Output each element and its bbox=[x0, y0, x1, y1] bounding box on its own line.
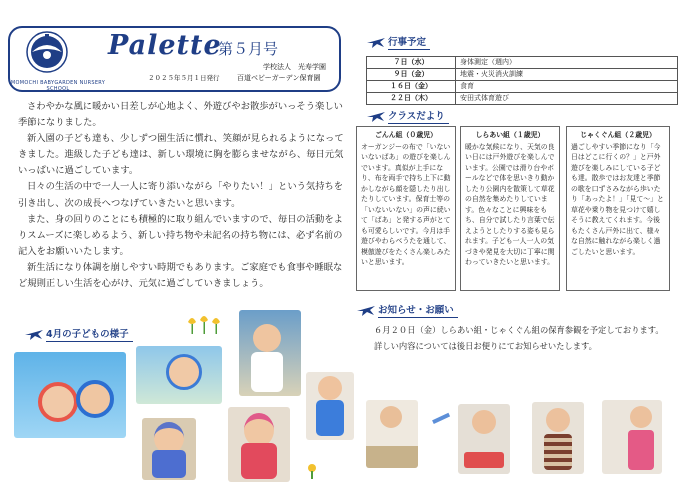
events-section-title: 行事予定 bbox=[388, 34, 430, 50]
photo-child-walking bbox=[239, 310, 301, 396]
classes-section-header bbox=[366, 108, 449, 124]
photo-child-hat bbox=[142, 418, 196, 480]
events-section-header bbox=[366, 34, 430, 50]
child-body bbox=[152, 450, 186, 478]
class-text: 暖かな気候になり、天気の良い日には戸外遊びを楽しんでいます。公園では滑り台やボールなどで体を思いきり動かしたり公園内を散策して草花の自然を集めたりしています。色々なことに興味をもち、自分で試したり言葉で伝えようとしたりする姿も見られます。子ども一人一人の気づきや発見を大切に丁寧に関わっていきたいと思います。 bbox=[465, 142, 555, 266]
child-body bbox=[544, 434, 572, 470]
child-figure bbox=[318, 376, 342, 400]
child-figure bbox=[630, 406, 652, 428]
school-logo-icon bbox=[18, 28, 76, 80]
event-name: 安田式体育遊び bbox=[456, 93, 678, 105]
photo-child-toys bbox=[458, 404, 510, 474]
classes-section-title: クラスだより bbox=[388, 108, 449, 124]
corporation-name: 学校法人 光寿学園 bbox=[263, 63, 326, 71]
intro-paragraph: 新生活になり体調を崩しやすい時期でもあります。ご家庭でも食事や睡眠など規則正しい生活を心がけ、元気に過ごしていきましょう。 bbox=[18, 261, 343, 290]
child-body bbox=[628, 430, 654, 470]
events-table bbox=[366, 56, 678, 105]
publish-date: ２０２５年５月１日発行 bbox=[148, 74, 220, 82]
intro-paragraph: さわやかな風に暖かい日差しが心地よく、外遊びやお散歩がいっそう楽しい季節になりました。 bbox=[18, 101, 343, 129]
event-name: 地震・火災消火訓練 bbox=[456, 69, 678, 81]
notice-line: 詳しい内容については後日お便りにてお知らせいたします。 bbox=[374, 340, 597, 351]
table-row bbox=[367, 69, 678, 81]
pencil-icon bbox=[430, 408, 454, 428]
intro-paragraph: また、身の回りのことにも積極的に取り組んでいますので、毎日の活動をよりスムーズに楽しめるよう、新しい持ち物や未記名の持ち物には、必ず名前の記入をお願いいたします。 bbox=[18, 213, 343, 257]
photos-section-title: 4月の子どもの様子 bbox=[46, 326, 133, 342]
toy bbox=[464, 452, 504, 468]
notice-line: ６月２０日（金）しらあい組・じゃくぐん組の保育参観を予定しております。 bbox=[374, 325, 664, 335]
photo-child-blocks bbox=[602, 400, 662, 474]
photo-child-blue-apron bbox=[306, 372, 354, 440]
notice-text bbox=[366, 323, 690, 354]
intro-paragraph: 日々の生活の中で一人一人に寄り添いながら「やりたい！」という気持ちを引き出し、次の成長へつなげていきたいと思います。 bbox=[18, 181, 344, 209]
newsletter-title: Palette bbox=[108, 30, 222, 61]
intro-text bbox=[18, 99, 346, 292]
airplane-icon bbox=[356, 303, 376, 317]
event-date: １６日（金） bbox=[367, 81, 456, 93]
issue-number: 第５月号 bbox=[218, 40, 279, 58]
child-figure bbox=[472, 410, 496, 434]
photo-child-pink-hat bbox=[228, 407, 290, 482]
child-body bbox=[251, 352, 283, 392]
event-date: ７日（水） bbox=[367, 57, 456, 69]
child-body bbox=[241, 443, 277, 479]
airplane-icon bbox=[366, 109, 386, 123]
event-name: 身体測定（週内） bbox=[456, 57, 678, 69]
child-figure bbox=[253, 324, 281, 352]
class-name: しらあい組（１歳児） bbox=[475, 131, 545, 139]
school-name: 百道ベビーガーデン保育園 bbox=[237, 74, 321, 82]
photo-child-swing bbox=[136, 346, 222, 404]
photo-child-table bbox=[366, 400, 418, 468]
child-body bbox=[316, 400, 344, 436]
class-box-2 bbox=[566, 126, 670, 291]
event-name: 食育 bbox=[456, 81, 678, 93]
child-figure bbox=[166, 354, 202, 390]
event-date: ２２日（木） bbox=[367, 93, 456, 105]
class-text: オーガンジーの布で「いないいないばあ」の遊びを楽しんでいます。真似が上手になり、布を両手で持ち上下に動かしながら顔を隠したり出したりしています。保育士等の「いないいない」の声に続いて「ばあ」と発する声がとても可愛らしいです。今月は手遊びやわらべうたを通して、模倣遊びをたくさん楽しみたいと思います。 bbox=[361, 142, 451, 266]
class-name: ごんん組（０歳児） bbox=[374, 131, 437, 139]
table-row bbox=[367, 93, 678, 105]
logo-text: MOMOCHI BABYGARDEN NURSERY SCHOOL bbox=[10, 80, 106, 92]
notice-section-header bbox=[356, 302, 458, 318]
table-row bbox=[367, 81, 678, 93]
child-figure bbox=[76, 380, 114, 418]
tulip-icon bbox=[184, 312, 224, 336]
airplane-icon bbox=[366, 35, 386, 49]
child-figure bbox=[380, 406, 402, 428]
table bbox=[366, 446, 418, 468]
child-figure bbox=[546, 408, 570, 432]
airplane-icon bbox=[24, 327, 44, 341]
child-figure bbox=[38, 382, 78, 422]
class-box-1 bbox=[460, 126, 560, 291]
event-date: ９日（金） bbox=[367, 69, 456, 81]
class-box-0 bbox=[356, 126, 456, 291]
class-text: 過ごしやすい季節になり「今日はどこに行くの？」と戸外遊びを楽しみにしている子ども達。散歩ではお友達と季節の歌を口ずさみながら歩いたり「あったよ！」「見て〜」と草花や乗り物を見つけて嬉しそうに教えてくれます。今後もたくさん戸外に出て、様々な自然に触れながら楽しく過ごしたいと思います。 bbox=[571, 142, 664, 256]
flower-icon bbox=[302, 460, 322, 480]
class-name: じゃくぐん組（２歳児） bbox=[580, 131, 656, 139]
notice-section-title: お知らせ・お願い bbox=[378, 302, 458, 318]
photo-children-playground bbox=[14, 352, 126, 438]
photos-section-header bbox=[24, 326, 133, 342]
photo-child-stripes bbox=[532, 402, 584, 474]
intro-paragraph: 新入園の子ども達も、少しずつ園生活に慣れ、笑顔が見られるようになってきました。進級した子ども達は、新しい環境に胸を膨らませながら、毎日元気いっぱいに過ごしています。 bbox=[18, 133, 344, 177]
table-row bbox=[367, 57, 678, 69]
child-figure bbox=[244, 413, 274, 447]
